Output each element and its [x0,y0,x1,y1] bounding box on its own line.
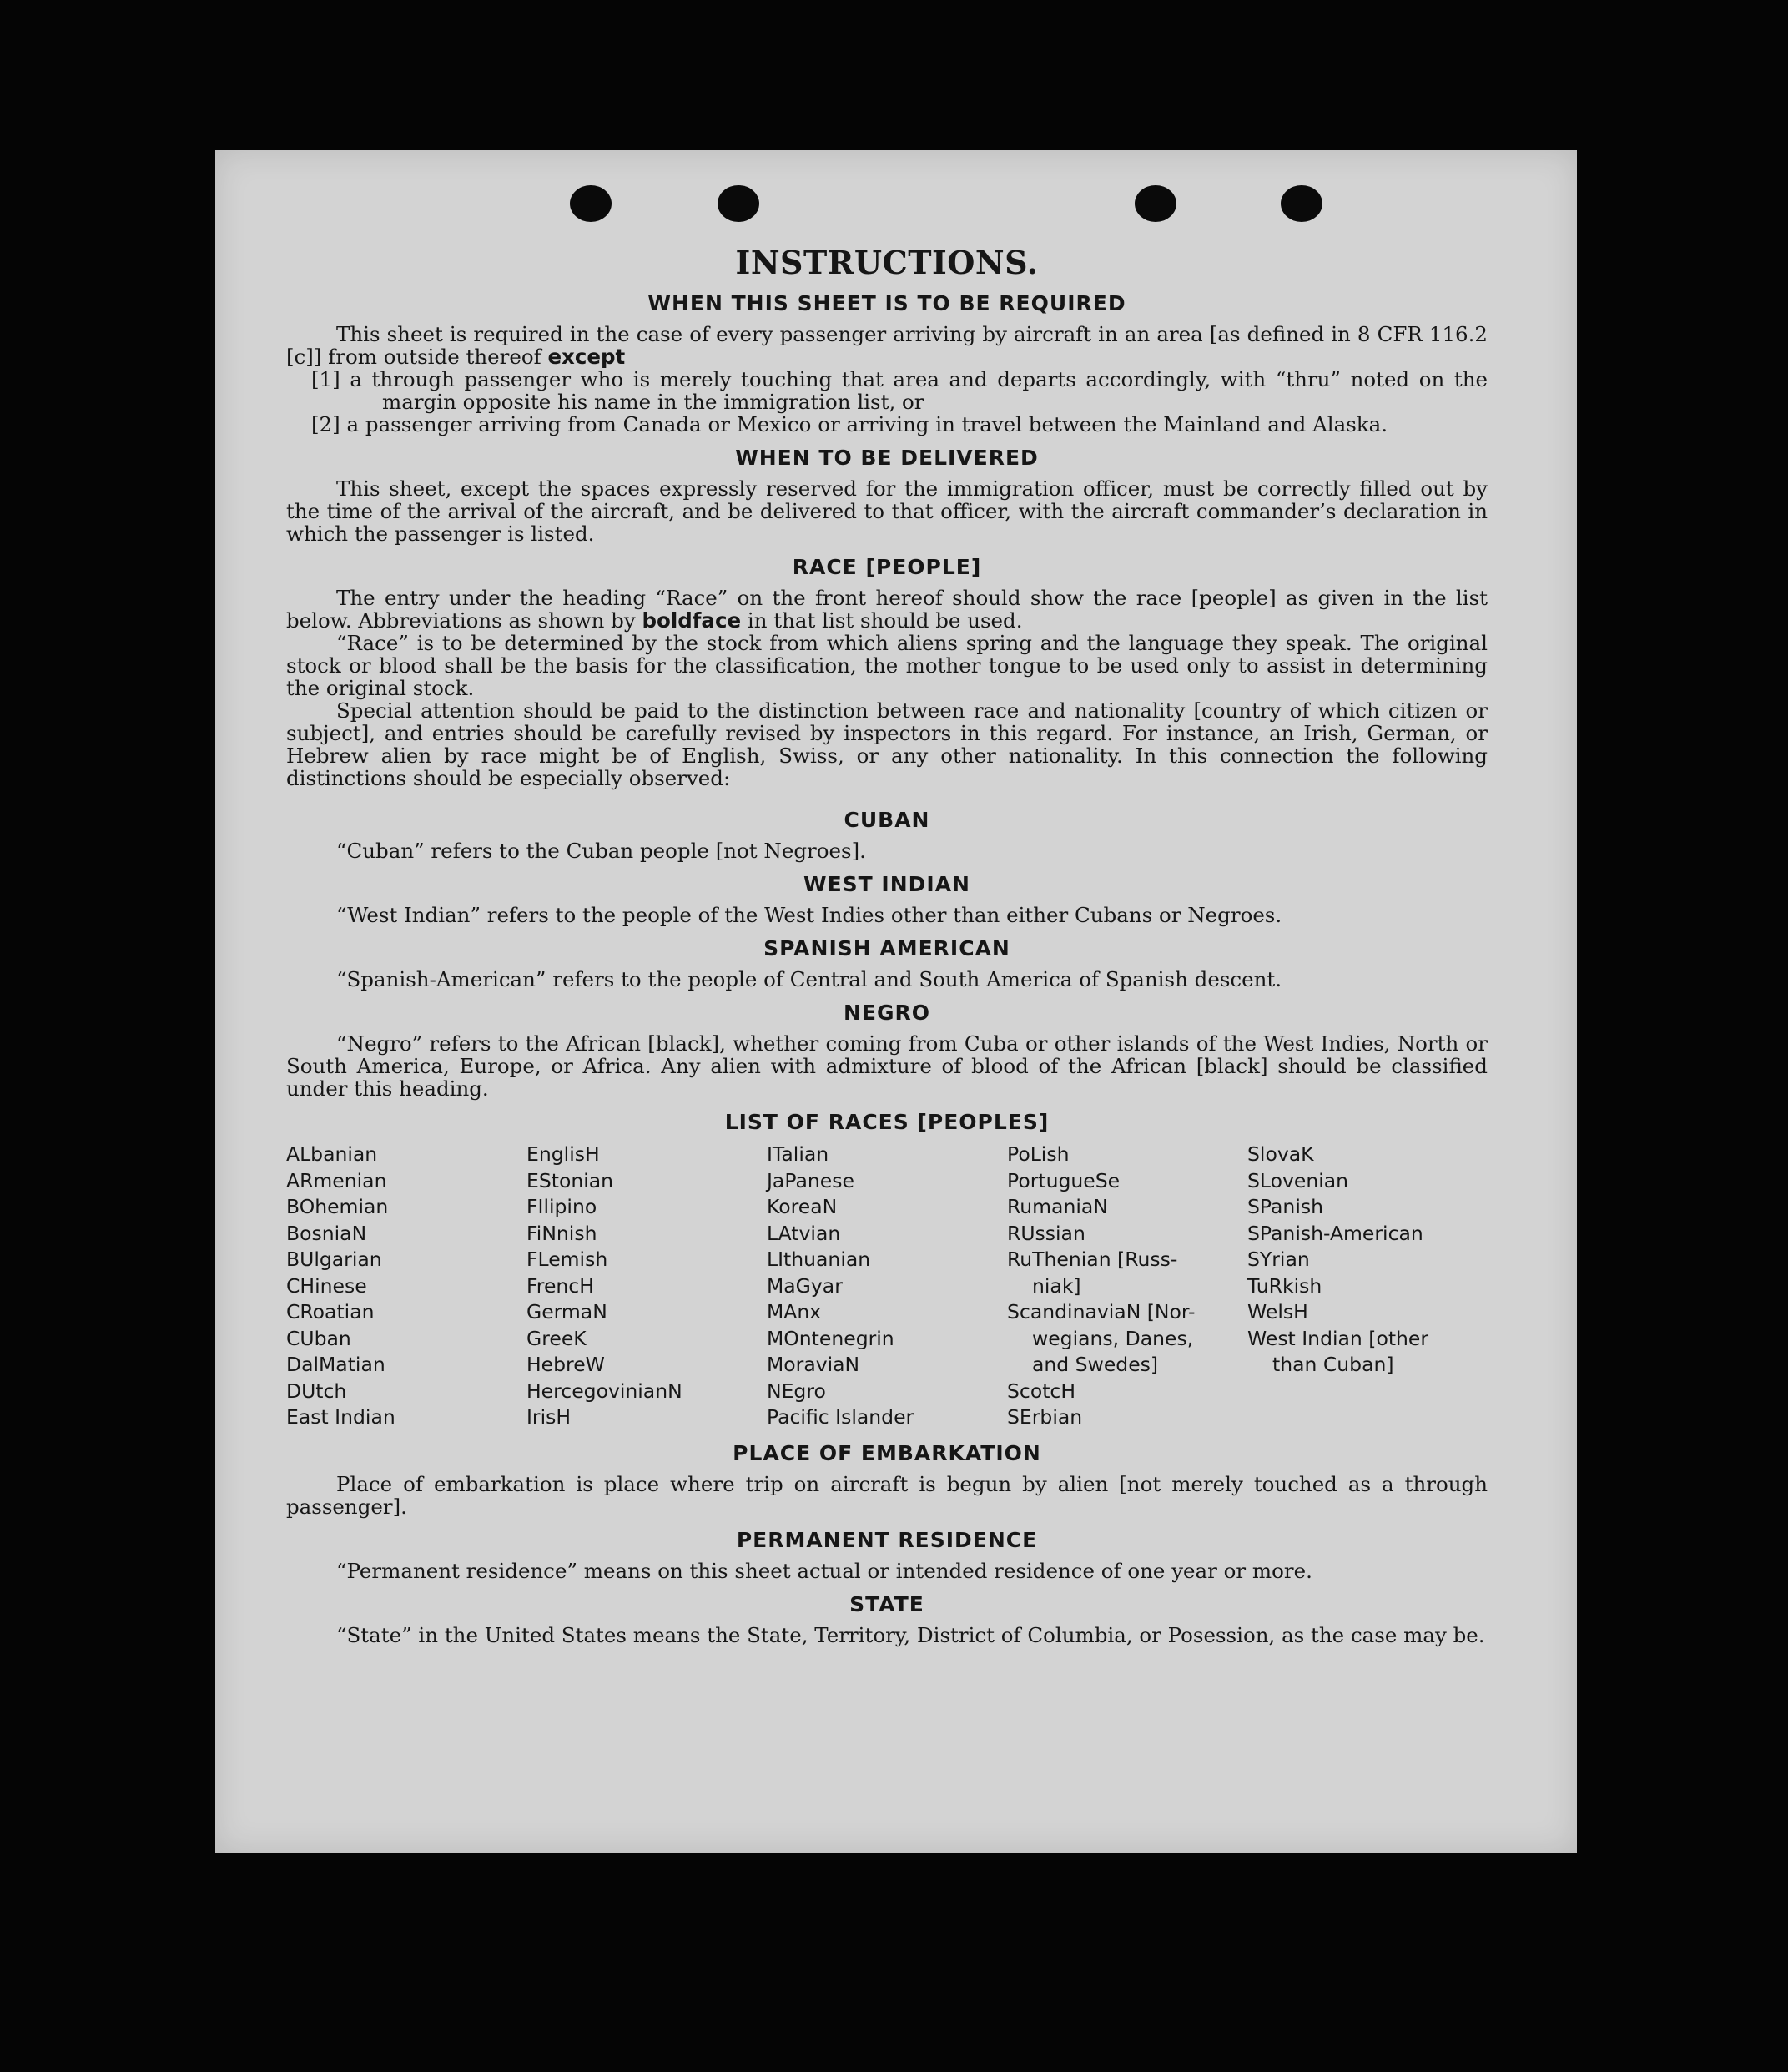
list-item: WelsH [1247,1300,1308,1323]
section-heading-west-indian: WEST INDIAN [803,872,970,896]
list-item: ScandinaviaN [Nor- [1007,1300,1196,1323]
list-item: HercegovinianN [526,1379,682,1403]
punch-hole [1135,185,1176,222]
list-item: ARmenian [286,1168,387,1192]
list-item: MoraviaN [767,1353,860,1376]
section-heading-spanish-american: SPANISH AMERICAN [763,936,1010,960]
list-item-continuation: niak] [1032,1273,1081,1298]
required-item-2: [2] a passenger arriving from Canada or Mexico or arriving in travel between the Mainland and Alaska. [311,412,1388,436]
list-item: RuThenian [Russ- [1007,1248,1178,1271]
punch-hole [718,185,759,222]
race-paragraph-1: The entry under the heading “Race” on the front hereof should show the race [people] as given in the list below. Abbreviations as shown by boldface in that list should be used. [286,586,1488,633]
list-item: TuRkish [1247,1273,1322,1298]
state-text: “State” in the United States means the State, Territory, District of Columbia, or Posession, as the case may be. [336,1622,1485,1647]
west-indian-text: “West Indian” refers to the people of the West Indies other than either Cubans or Negroes. [336,903,1282,927]
list-item: SlovaK [1247,1142,1314,1166]
list-item-continuation: wegians, Danes, [1032,1326,1194,1350]
residence-text: “Permanent residence” means on this sheet actual or intended residence of one year or more. [336,1558,1312,1583]
required-intro: This sheet is required in the case of every passenger arriving by aircraft in an area [as defined in 8 CFR 116.2 [c]] from outside thereof except [286,322,1488,369]
race-paragraph-3: Special attention should be paid to the distinction between race and nationality [country of which citizen or subject], and entries should be carefully revised by inspectors in this regard. For instance, an Irish, German, or Hebrew alien by race might be of English, Swiss, or any other nationality. In this connection the following distinctions should be especially observed: [286,698,1488,790]
list-item: SPanish [1247,1195,1323,1218]
list-item: FiNnish [526,1221,597,1245]
section-heading-delivered: WHEN TO BE DELIVERED [735,446,1039,470]
list-item: LIthuanian [767,1248,871,1271]
list-item: IrisH [526,1405,572,1429]
section-heading-negro: NEGRO [843,1001,931,1025]
list-item-continuation: than Cuban] [1272,1353,1394,1376]
spanish-american-text: “Spanish-American” refers to the people of Central and South America of Spanish descent. [336,967,1282,991]
negro-text: “Negro” refers to the African [black], whether coming from Cuba or other islands of the West Indies, North or South America, Europe, or Africa. Any alien with admixture of blood of the African [black] should be classified under this heading. [286,1031,1488,1101]
list-item: BOhemian [286,1195,389,1218]
list-item: Pacific Islander [767,1405,914,1429]
list-item: CRoatian [286,1300,375,1323]
section-heading-race: RACE [PEOPLE] [792,555,982,579]
list-item: DUtch [286,1379,347,1403]
races-list [286,1142,1488,1431]
section-heading-residence: PERMANENT RESIDENCE [736,1527,1038,1552]
list-item: West Indian [other [1247,1326,1429,1350]
page-title: INSTRUCTIONS. [735,244,1039,281]
section-heading-state: STATE [849,1591,924,1616]
list-item: NEgro [767,1379,826,1403]
list-item: SPanish-American [1247,1221,1423,1245]
list-item: CHinese [286,1273,367,1298]
list-item-continuation: and Swedes] [1032,1353,1159,1376]
document-page [215,150,1577,1853]
boldface-word: boldface [642,608,742,633]
list-item: FLemish [526,1248,608,1271]
list-item: MOntenegrin [767,1326,894,1350]
races-column-2 [526,1142,767,1431]
list-item: KoreaN [767,1195,838,1218]
list-item: EStonian [526,1168,614,1192]
section-heading-embarkation: PLACE OF EMBARKATION [733,1440,1041,1465]
required-item-1: [1] a through passenger who is merely touching that area and departs accordingly, with “thru” noted on the margin opposite his name in the immigration list, or [311,367,1488,414]
list-item: LAtvian [767,1221,841,1245]
list-item: CUban [286,1326,351,1350]
list-item: SLovenian [1247,1168,1349,1192]
section-heading-required: WHEN THIS SHEET IS TO BE REQUIRED [647,291,1126,315]
races-column-3 [767,1142,1007,1431]
section-heading-list-of-races: LIST OF RACES [PEOPLES] [724,1110,1050,1134]
list-item: DalMatian [286,1353,385,1376]
list-item: HebreW [526,1353,605,1376]
race-paragraph-2: “Race” is to be determined by the stock from which aliens spring and the language they speak. The original stock or blood shall be the basis for the classification, the mother tongue to be used only to assist in determining the original stock. [286,631,1488,700]
list-item: ALbanian [286,1142,378,1166]
delivered-text: This sheet, except the spaces expressly reserved for the immigration officer, must be correctly filled out by the time of the arrival of the aircraft, and be delivered to that officer, with the aircraft commander’s declaration in which the passenger is listed. [286,476,1488,546]
list-item: MaGyar [767,1273,843,1298]
punch-hole [570,185,612,222]
list-item: BosniaN [286,1221,367,1245]
embarkation-text: Place of embarkation is place where trip on aircraft is begun by alien [not merely touched as a through passenger]. [286,1471,1488,1519]
list-item: GermaN [526,1300,607,1323]
list-item: East Indian [286,1405,395,1429]
list-item: PoLish [1007,1142,1070,1166]
list-item: JaPanese [767,1168,854,1192]
list-item: FIlipino [526,1195,597,1218]
list-item: PortugueSe [1007,1168,1121,1192]
section-heading-cuban: CUBAN [844,808,930,832]
races-column-1 [286,1142,526,1431]
instructions-content [286,245,1488,1646]
list-item: SYrian [1247,1248,1310,1271]
list-item: EnglisH [526,1142,600,1166]
list-item: ITalian [767,1142,829,1166]
list-item: RumaniaN [1007,1195,1108,1218]
punch-hole [1281,185,1322,222]
list-item: BUlgarian [286,1248,382,1271]
cuban-text: “Cuban” refers to the Cuban people [not Negroes]. [336,839,866,863]
list-item: SErbian [1007,1405,1083,1429]
list-item: ScotcH [1007,1379,1076,1403]
list-item: FrencH [526,1273,594,1298]
races-column-5 [1247,1142,1488,1431]
races-column-4 [1007,1142,1247,1431]
except-word: except [547,345,626,369]
list-item: GreeK [526,1326,587,1350]
list-item: MAnx [767,1300,822,1323]
list-item: RUssian [1007,1221,1085,1245]
